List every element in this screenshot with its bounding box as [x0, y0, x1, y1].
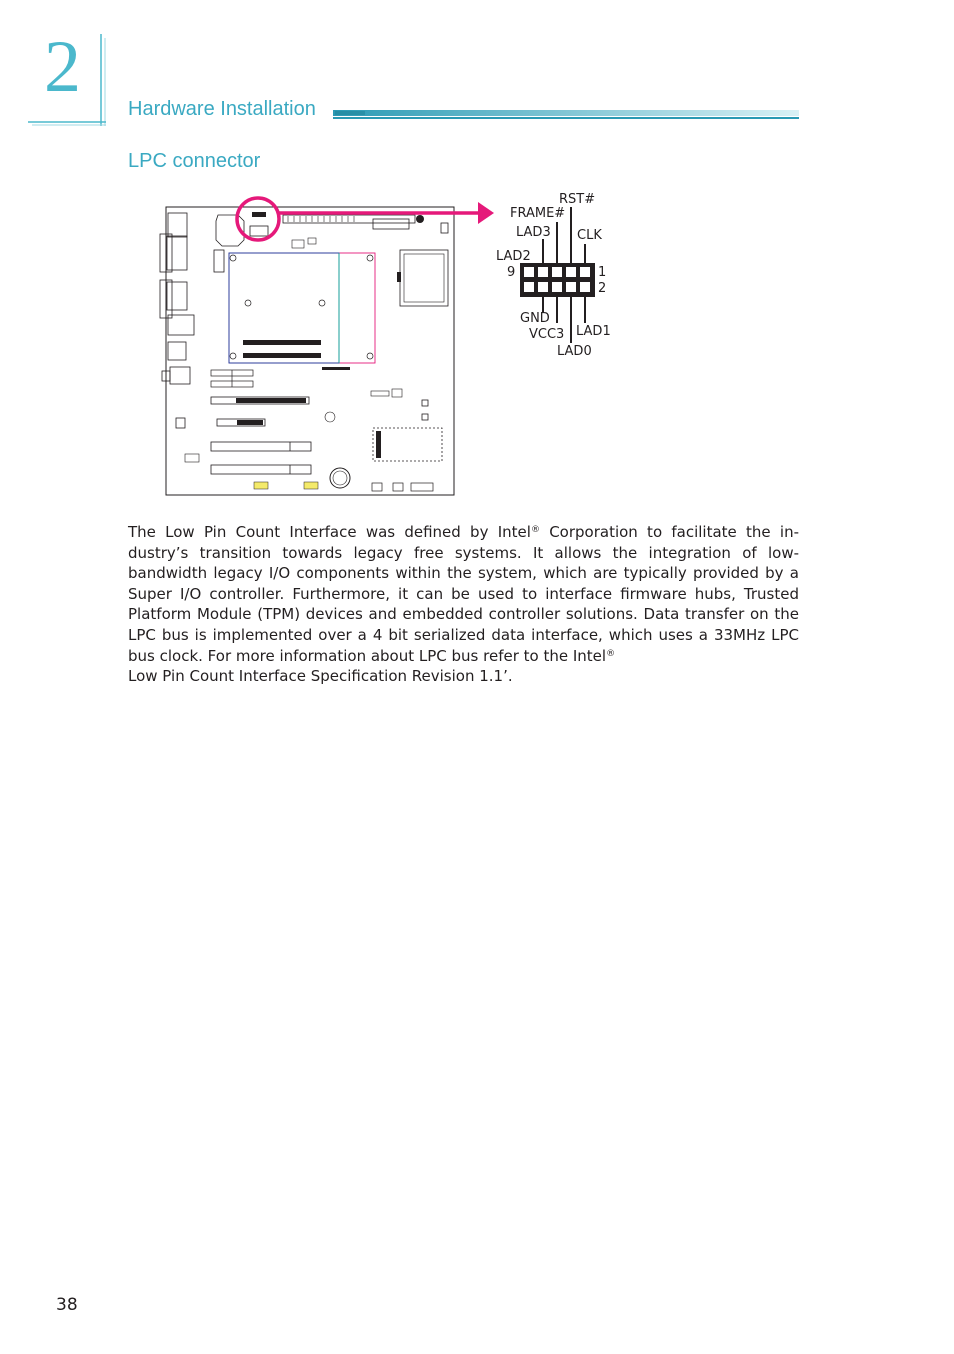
section-title: Hardware Installation: [128, 98, 316, 120]
page-number: 38: [56, 1295, 78, 1315]
pin-label-lad1: LAD1: [576, 324, 611, 339]
pin-label-lad3: LAD3: [516, 225, 551, 240]
pin-label-lad2: LAD2: [496, 249, 531, 264]
chapter-number: 2: [44, 26, 81, 108]
body-text-part2: Corporation to facilitate the in-dustry’s transition towards legacy free systems. It allows the integration of low-bandwidth legacy I/O components within the system, which are typically provided by a Super I/O controller. Furthermore, it can be used to interface firmware hubs, Trusted Platform Module (TPM) devices and embedded controller solutions. Data transfer on the LPC bus is implemented over a 4 bit serialized data interface, which uses a 33MHz LPC bus clock. For more information about LPC bus refer to the Intel: [128, 523, 799, 665]
registered-mark-2: ®: [606, 648, 616, 659]
registered-mark: ®: [530, 525, 540, 535]
pin-label-vcc3: VCC3: [529, 327, 565, 342]
pin-label-rst: RST#: [559, 192, 596, 207]
pin-label-1: 1: [598, 265, 607, 280]
body-text-part3: Low Pin Count Interface Specification Revision 1.1’.: [128, 667, 513, 686]
board-diagram: [150, 190, 800, 510]
pin-label-2: 2: [598, 281, 607, 296]
pin-label-clk: CLK: [577, 228, 602, 243]
pin-label-lad0: LAD0: [557, 344, 592, 359]
body-text-part1: The Low Pin Count Interface was defined by Intel: [128, 523, 531, 541]
pin-label-frame: FRAME#: [510, 206, 566, 221]
pin-label-9: 9: [507, 265, 516, 280]
body-paragraph: [128, 522, 799, 687]
title-bar: [333, 110, 799, 120]
pin-label-gnd: GND: [520, 311, 550, 326]
subsection-title: LPC connector: [128, 150, 261, 172]
lpc-connector-enlarged: [520, 263, 595, 297]
